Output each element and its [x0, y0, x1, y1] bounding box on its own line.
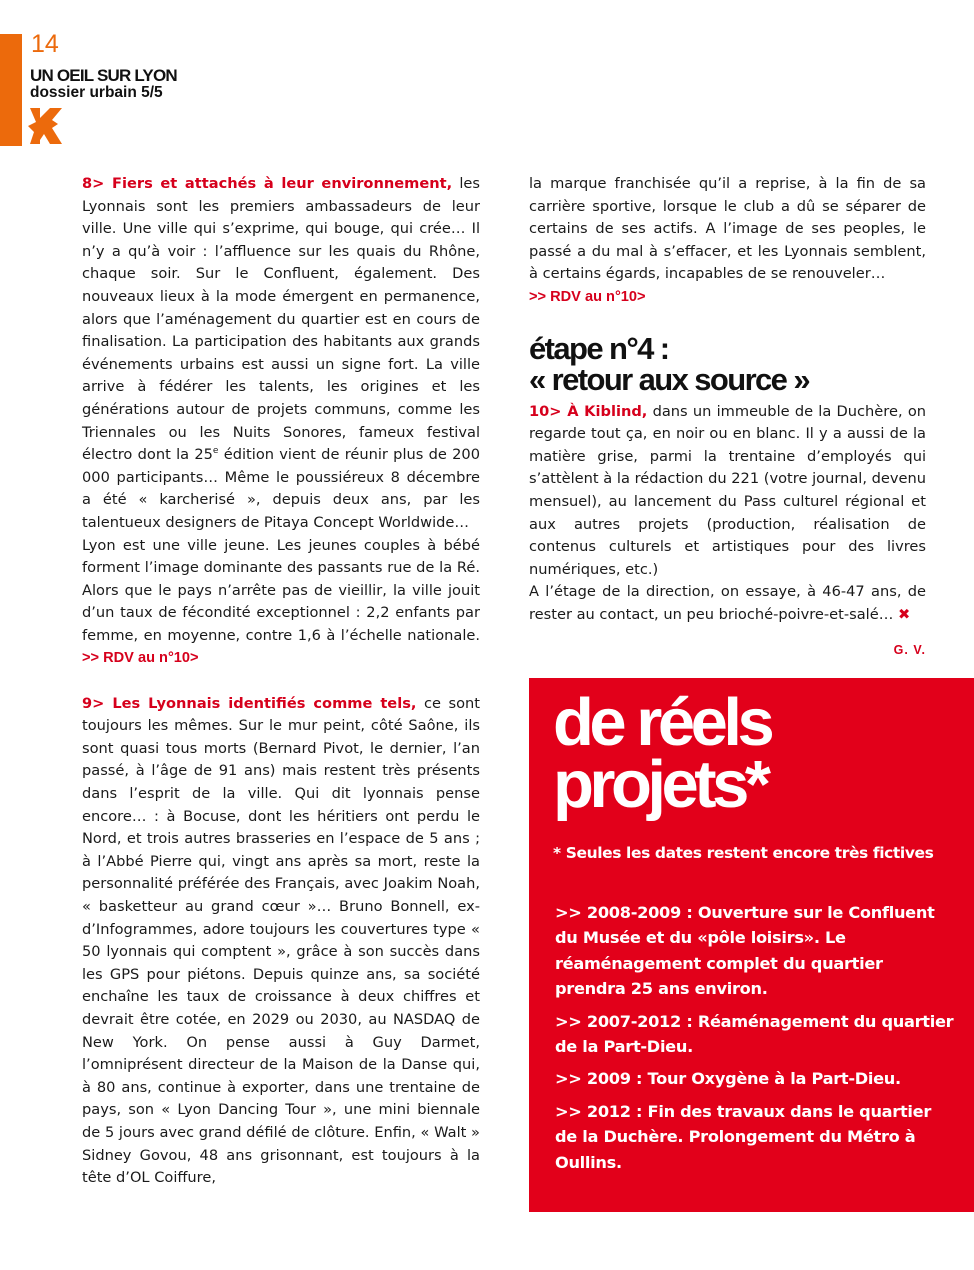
item-10-lead: 10> À Kiblind, — [529, 402, 648, 420]
section-subtitle: dossier urbain 5/5 — [30, 84, 163, 101]
project-item: >> 2012 : Fin des travaux dans le quartier de la Duchère. Prolongement du Métro à Oullins. — [555, 1101, 932, 1172]
item-9-text: ce sont toujours les mêmes. Sur le mur peint, côté Saône, ils sont quasi tous morts (Bernard Pivot, le dernier, l’an passé, à l’âge de 91 ans) mais restent très présents dans l’esprit de la ville. Qui dit lyonnais pense encore… : à Bocuse, dont les héritiers ont perdu le Nord, et trois autres brasseries en l’espace de 5 ans ; à l’Abbé Pierre qui, vingt ans après sa mort, reste la personnalité préférée des Français, avec Joakim Noah, « basketteur au grand cœur »… Bruno Bonnell, ex-d’Infogrammes, adore toujours les couvertures type « 50 lyonnais qui comptent », grâce à son succès dans les GPS pour piétons. Depuis quinze ans, sa société enchaîne les taux de croissance à deux chiffres et devrait être cotée, en 2029 ou 2030, au NASDAQ de New York. On pense aussi à Guy Darmet, l’omniprésent directeur de la Maison de la Danse qui, à 80 ans, continue à exporter, dans une trentaine de pays, son « Lyon Dancing Tour », une mini biennale de 5 jours avec grand défilé de clôture. Enfin, « Walt » Sidney Govou, 48 ans grisonnant, est toujours à la tête d’OL Coiffure, — [82, 694, 480, 1187]
item-10-para2-text: A l’étage de la direction, on essaye, à 46-47 ans, de rester au contact, un peu brioché-poivre-et-salé… — [529, 583, 926, 623]
project-item: >> 2009 : Tour Oxygène à la Part-Dieu. — [555, 1069, 901, 1089]
author-signature: G. V. — [893, 642, 926, 657]
page-number: 14 — [31, 30, 59, 58]
item-10-text: dans un immeuble de la Duchère, on regarde tout ça, en noir ou en blanc. Il y a aussi de la matière grise, parmi la trentaine d’employés qui s’attèlent à la rédaction du 221 (votre journal, devenu mensuel), au lancement du Pass culturel régional et aux autres projets (production, réalisation de contenus culturels et artistiques pour des livres numériques, etc.) — [529, 402, 926, 578]
projects-box-title — [553, 685, 771, 822]
item-10-paragraph — [529, 401, 926, 582]
rdv-link[interactable]: >> RDV au n°10> — [82, 650, 199, 667]
etape-heading-line1: étape n°4 : — [529, 330, 669, 366]
projects-title-line2: projets* — [553, 747, 767, 822]
projects-box — [529, 678, 974, 1212]
continuation-paragraph — [529, 173, 926, 309]
projects-title-line1: de réels — [553, 685, 771, 760]
rdv-link[interactable]: >> RDV au n°10> — [529, 288, 646, 305]
item-8-para2-text: Lyon est une ville jeune. Les jeunes couples à bébé forment l’image dominante des passants rue de la Ré. Alors que le pays n’arrête pas de vieillir, la ville jouit d’un taux de fécondité exceptionnel : 2,2 enfants par femme, en moyenne, contre 1,6 à l’échelle nationale. — [82, 536, 480, 644]
orange-side-bar — [0, 34, 22, 146]
item-8-paragraph-2 — [82, 535, 480, 671]
end-mark-icon: ✖ — [897, 605, 911, 623]
item-9-lead: 9> Les Lyonnais identifiés comme tels, — [82, 694, 417, 712]
projects-list — [555, 900, 955, 1182]
project-item: >> 2008-2009 : Ouverture sur le Confluent du Musée et du «pôle loisirs». Le réaménagement complet du quartier prendra 25 ans environ. — [555, 903, 935, 999]
item-9-paragraph — [82, 693, 480, 1190]
item-8-text-continued: édition vient de réunir plus de 200 000 participants… Même le poussiéreux 8 décembre a été « karcherisé », depuis deux ans, par les talentueux designers de Pitaya Concept Worldwide… — [82, 446, 480, 531]
paragraph-gap — [82, 670, 480, 693]
item-10-paragraph-2 — [529, 581, 926, 626]
left-column — [82, 173, 480, 1190]
right-column — [529, 173, 926, 661]
project-item: >> 2007-2012 : Réaménagement du quartier de la Part-Dieu. — [555, 1011, 954, 1057]
ordinal-suffix: e — [212, 446, 219, 457]
item-8-lead: 8> Fiers et attachés à leur environnement, — [82, 175, 453, 192]
continuation-text: la marque franchisée qu’il a reprise, à la fin de sa carrière sportive, lorsque le club a dû se séparer de certains de ses actifs. A l’image de ses peoples, le passé a du mal à s’effacer, et les Lyonnais semblent, à certains égards, incapables de se renouveler… — [529, 175, 926, 283]
section-title: UN OEIL SUR LYON — [30, 66, 177, 85]
orange-k-logo-icon — [26, 106, 64, 146]
item-8-paragraph — [82, 173, 480, 535]
etape-heading-line2: « retour aux source » — [529, 361, 809, 397]
item-8-text: les Lyonnais sont les premiers ambassadeurs de leur ville. Une ville qui s’exprime, qui bouge, qui crée… Il n’y a qu’à voir : l’affluence sur les quais du Rhône, chaque soir. Sur le Confluent, également. Des nouveaux lieux à la mode émergent en permanence, alors que l’aménagement du quartier est en cours de finalisation. La participation des habitants aux grands événements urbains est aussi un signe fort. La ville arrive à fédérer les talents, les origines et les générations autour de projets communs, comme les Triennales ou les Nuits Sonores, fameux festival électro dont la 25 — [82, 175, 480, 464]
projects-footnote: * Seules les dates restent encore très fictives — [553, 844, 934, 862]
etape-heading — [529, 330, 926, 397]
